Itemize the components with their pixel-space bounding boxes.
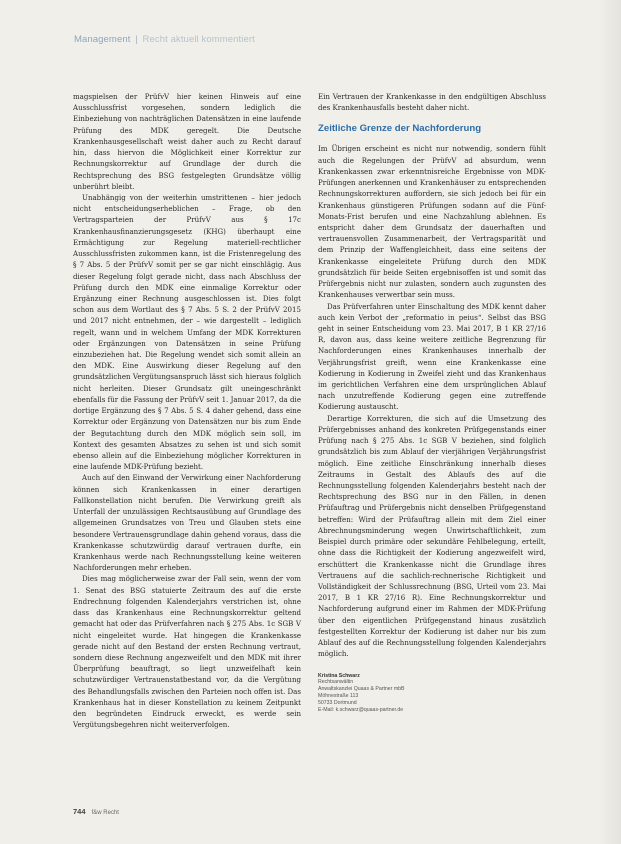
author-block [318,673,546,714]
right-paragraph: Ein Vertrauen der Krankenkasse in den endgültigen Abschluss des Krankenhausfalls besteht daher nicht. [318,92,546,113]
author-line: Rechtsanwältin [318,679,354,686]
left-paragraph: magspielsen der PrüfvV hier keinen Hinweis auf eine Ausschlussfrist vorgesehen, sondern lediglich die Einbeziehung von nachträglichen Datensätzen in eine laufende Prüfung des MDK geregelt. Die Deutsche Krankenhausgesellschaft weist daher auch zu Recht darauf hin, dass hiervon die Möglichkeit einer Korrektur zur Rechnungskorrektur auf Grundlage der durch die Rechtsprechung des BSG festgelegten Grundsätze völlig unberührt bleibt. [73,92,301,191]
right-paragraph: Das Prüfverfahren unter Einschaltung des MDK kennt daher auch kein Verbot der „reformatio in peius“. Selbst das BSG geht in seiner Entscheidung vom 23. Mai 2017, B 1 KR 27/16 R, davon aus, dass keine weitere zeitliche Begrenzung für Nachforderungen eines Krankenhauses innerhalb der Verjährungsfrist greift, wenn eine Krankenkasse eine Kodierung in Kodierung in Zweifel zieht und das Krankenhaus im gerichtlichen Verfahren eine dem ursprünglichen Ablauf nach unzutreffende Kodierung gegen eine zutreffende Kodierung austauscht. [318,301,546,412]
magazine-name: f&w Recht [91,810,119,816]
left-paragraph: Auch auf den Einwand der Verwirkung einer Nachforderung können sich Krankenkassen in einer derartigen Fallkonstellation nicht berufen. Die Verwirkung greift als Unterfall der unzulässigen Rechtsausübung auf Grundlage des allgemeinen Grundsatzes von Treu und Glauben stets eine besondere Vertrauensgrundlage dahin gehend voraus, dass die Krankenkasse schutzwürdig darauf vertrauen durfte, ein Krankenhaus werde nach Rechnungsstellung keine weiteren Nachforderungen mehr erheben. [73,473,301,573]
header-subsection: Recht aktuell kommentiert [142,34,255,45]
right-paragraph: Im Übrigen erscheint es nicht nur notwendig, sondern fühlt auch die Regelungen der PrüfvV ad absurdum, wenn Krankenkassen zwar erkenntnisreiche Ergebnisse von MDK-Prüfungen anerkennen und Krankenhäuser zu entsprechenden Rechnungskorrekturen auffordern, sie sich jedoch bei für ein Krankenhaus günstigeren Prüfungen sodann auf die Fünf-Monats-Frist berufen und eine Nachzahlung ablehnen. Es entspricht daher dem Grundsatz der dauerhaften und vertrauensvollen Zusammenarbeit, der Vertragsparität und dem Prinzip der Waffengleichheit, dass eine seitens der Krankenkasse eingeleitete Prüfung durch den MDK grundsätzlich für beide Seiten ergebnisoffen ist und somit das Prüfergebnis nicht nur zulasten, sondern auch zugunsten des Krankenhauses verwertbar sein muss. [318,144,546,300]
header-separator: | [135,34,138,45]
author-name: Kristina Schwarz [318,672,360,679]
left-paragraph: Unabhängig von der weiterhin umstrittenen – hier jedoch nicht entscheidungserheblichen – Frage, ob den Vertragsparteien der PrüfvV aus § 17c Krankenhausfinanzierungsgesetz (KHG) überhaupt eine Ermächtigung zur Regelung materiell-rechtlicher Ausschlussfristen zukommen kann, ist die Fristenregelung des § 7 Abs. 5 der PrüfvV somit per se gar nicht einschlägig. Aus dieser Regelung folgt gerade nicht, dass nach Abschluss der Prüfung durch den MDK eine einmalige Korrektur oder Ergänzung einer Rechnung ausgeschlossen ist. Dies folgt schon aus dem Wortlaut des § 7 Abs. 5 S. 2 der PrüfvV 2015 und 2017 nicht entnehmen, der – wie dargestellt – lediglich regelt, wann und in welchem Umfang der MDK Korrekturen oder Ergänzungen von Datensätzen in seine Prüfung einzubeziehen hat. Die Regelung wendet sich somit allein an den MDK. Eine Auswirkung dieser Regelung auf den grundsätzlichen Vergütungsanspruch lässt sich hieraus folglich nicht herleiten. Dieser Grundsatz gilt uneingeschränkt ebenfalls für die Fassung der PrüfvV seit 1. Januar 2017, da die dortige Ergänzung des § 7 Abs. 5 S. 4 daher gehend, dass eine Korrektur oder Ergänzung von Datensätzen nur bis zum Ende der Begutachtung durch den MDK möglich sein soll, im Kontext des gesamten Absatzes zu sehen ist und sich somit ebenso allein auf die Einbeziehung möglicher Korrekturen in eine laufende MDK-Prüfung bezieht. [73,192,301,472]
left-column [73,91,301,730]
page-gutter-shadow [599,0,621,844]
right-column [318,91,546,714]
section-title: Zeitliche Grenze der Nachforderung [318,123,482,135]
right-paragraph: Derartige Korrekturen, die sich auf die Umsetzung des Prüfergebnisses anhand des konkreten Prüfgegenstands einer Prüfung nach § 275 Abs. 1c SGB V beziehen, sind folglich grundsätzlich bis zum Ablauf der vierjährigen Verjährungsfrist möglich. Eine zeitliche Einschränkung innerhalb dieses Zeitraums in Gestalt des Ablaufs des auf die Rechnungsstellung folgenden Kalenderjahrs besteht nach der Rechtsprechung des BSG nur in den Fällen, in denen Prüfauftrag und Prüfergebnis nicht denselben Prüfgegenstand betreffen: Wird der Prüfauftrag allein mit dem Ziel einer Abrechnungsminderung wegen Unwirtschaftlichkeit, zum Beispiel durch primäre oder sekundäre Fehlbelegung, erteilt, ohne dass die Richtigkeit der Kodierung angezweifelt wird, erschüttert die Krankenkasse nicht die Grundlage ihres Vertrauens auf die sachlich-rechnerische Richtigkeit und Vollständigkeit der Schlussrechnung (BSG, Urteil vom 23. Mai 2017, B 1 KR 27/16 R). Eine Rechnungskorrektur und Nachforderung aufgrund einer im Rahmen der MDK-Prüfung über den eigentlichen Prüfgegenstand hinaus zusätzlich festgestellten Korrektur der Kodierung ist daher nur bis zum Ablauf des auf die Rechnungsstellung folgenden Kalenderjahrs möglich. [318,413,546,659]
page-header [74,34,255,45]
left-paragraph: Dies mag möglicherweise zwar der Fall sein, wenn der vom 1. Senat des BSG statuierte Zeitraum des auf die erste Endrechnung folgenden Kalenderjahrs verstrichen ist, ohne dass das Krankenhaus eine Rechnungskorrektur geltend gemacht hat oder das Prüfverfahren nach § 275 Abs. 1c SGB V nicht eingeleitet wurde. Hat hingegen die Krankenkasse gerade nicht auf den Bestand der ersten Rechnung vertraut, sondern diese Rechnung angezweifelt und den MDK mit ihrer Überprüfung beauftragt, so liegt unzweifelhaft kein schutzwürdiger Vertrauenstatbestand vor, da die Vergütung des Behandlungsfalls zwischen den Parteien noch offen ist. Das Krankenhaus hat in dieser Konstellation zu keinem Zeitpunkt den begründeten Eindruck erweckt, es werde sein Vergütungsbegehren nicht weiterverfolgen. [73,574,301,730]
author-line: Anwaltskanzlei Quaas & Partner mbB [318,686,405,693]
author-email: E-Mail: k.schwarz@quaas-partner.de [318,707,404,714]
page-footer [73,807,119,816]
author-line: 50733 Dortmund [318,700,357,707]
header-section: Management [74,34,131,45]
page-number: 744 [73,807,86,816]
author-line: Möhnestraße 113 [318,693,359,700]
